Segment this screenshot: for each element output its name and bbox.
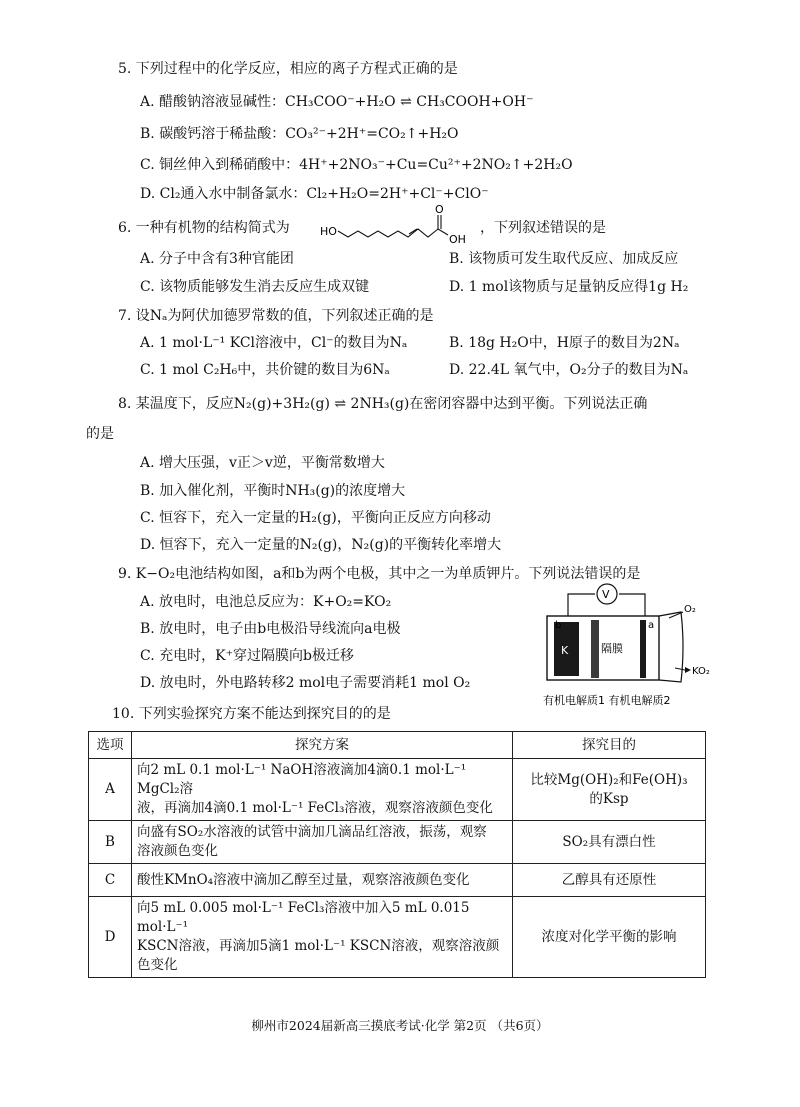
q5-option-d: D. Cl₂通入水中制备氯水：Cl₂+H₂O=2H⁺+Cl⁻+ClO⁻ — [140, 186, 489, 202]
q7-option-d: D. 22.4L 氧气中，O₂分子的数目为Nₐ — [449, 362, 689, 378]
experiment-table — [88, 731, 706, 978]
q6-option-a: A. 分子中含有3种官能团 — [140, 251, 294, 267]
q6-option-b: B. 该物质可发生取代反应、加成反应 — [449, 251, 679, 267]
table-row — [89, 821, 706, 864]
plan-line: 向盛有SO₂水溶液的试管中滴加几滴品红溶液，振荡，观察 — [137, 824, 487, 840]
voltmeter-label: V — [602, 588, 610, 601]
ko2-label: KO₂ — [692, 666, 710, 677]
membrane-label: 隔膜 — [601, 642, 623, 655]
wire-left — [568, 594, 595, 616]
q8-option-b: B. 加入催化剂，平衡时NH₃(g)的浓度增大 — [140, 483, 406, 499]
row-plan — [132, 759, 513, 821]
q8-option-d: D. 恒容下，充入一定量的N₂(g)，N₂(g)的平衡转化率增大 — [140, 537, 502, 553]
q9-option-d: D. 放电时，外电路转移2 mol电子需要消耗1 mol O₂ — [140, 675, 471, 691]
diagram-caption: 有机电解质1 有机电解质2 — [543, 694, 671, 707]
q6-option-d: D. 1 mol该物质与足量钠反应得1g H₂ — [449, 279, 689, 295]
table-row — [89, 864, 706, 897]
o2-label: O₂ — [684, 604, 696, 615]
header-option: 选项 — [89, 732, 132, 759]
q6-structure-formula — [318, 203, 478, 245]
gas-chamber — [659, 612, 683, 682]
q6-o-label: O — [435, 203, 444, 216]
ko2-arrow-icon — [685, 667, 691, 673]
page-footer: 柳州市2024届新高三摸底考试·化学 第2页 （共6页） — [251, 1018, 549, 1033]
header-plan: 探究方案 — [132, 732, 513, 759]
q7-option-b: B. 18g H₂O中，H原子的数目为2Nₐ — [449, 335, 680, 351]
k-label: K — [561, 644, 569, 657]
q7-stem: 7. 设Nₐ为阿伏加德罗常数的值，下列叙述正确的是 — [118, 308, 434, 324]
q8-option-c: C. 恒容下，充入一定量的H₂(g)，平衡向正反应方向移动 — [140, 510, 491, 526]
q10-stem: 10. 下列实验探究方案不能达到探究目的的是 — [112, 706, 391, 722]
plan-line: KSCN溶液，再滴加5滴1 mol·L⁻¹ KSCN溶液，观察溶液颜 — [137, 938, 500, 954]
ko2-line — [675, 668, 685, 670]
row-plan — [132, 864, 513, 897]
cathode-plate — [640, 620, 646, 678]
header-purpose: 探究目的 — [513, 732, 706, 759]
purpose-line: 浓度对化学平衡的影响 — [541, 928, 677, 945]
q9-option-a: A. 放电时，电池总反应为：K+O₂=KO₂ — [140, 594, 392, 610]
row-purpose — [513, 864, 706, 897]
q8-stem: 8. 某温度下，反应N₂(g)+3H₂(g) ⇌ 2NH₃(g)在密闭容器中达到平衡。下列说法正确 — [118, 396, 648, 412]
q6-oh-label: OH — [449, 233, 466, 245]
row-option: A — [89, 759, 132, 821]
q8-stem-continuation: 的是 — [86, 426, 114, 442]
row-plan — [132, 821, 513, 864]
plan-line: 液，再滴加4滴0.1 mol·L⁻¹ FeCl₃溶液，观察溶液颜色变化 — [137, 800, 493, 816]
q6-stem-after: ，下列叙述错误的是 — [480, 220, 606, 236]
q9-stem: 9. K−O₂电池结构如图，a和b为两个电极，其中之一为单质钾片。下列说法错误的是 — [118, 566, 641, 582]
k-o2-battery-diagram — [535, 582, 715, 712]
q9-option-b: B. 放电时，电子由b电极沿导线流向a电极 — [140, 621, 401, 637]
q5-stem: 5. 下列过程中的化学反应，相应的离子方程式正确的是 — [118, 61, 458, 77]
purpose-line: SO₂具有漂白性 — [562, 833, 656, 850]
b-electrode-label: b — [555, 620, 562, 631]
q5-option-c: C. 铜丝伸入到稀硝酸中：4H⁺+2NO₃⁻+Cu=Cu²⁺+2NO₂↑+2H₂O — [140, 157, 573, 173]
plan-line: 向2 mL 0.1 mol·L⁻¹ NaOH溶液滴加4滴0.1 mol·L⁻¹ MgCl₂溶 — [137, 762, 467, 797]
row-purpose — [513, 897, 706, 978]
table-header-row — [89, 732, 706, 759]
plan-line: 溶液颜色变化 — [137, 843, 218, 859]
a-electrode-label: a — [648, 620, 655, 631]
row-option: B — [89, 821, 132, 864]
row-plan — [132, 897, 513, 978]
purpose-line: 的Ksp — [589, 790, 629, 807]
q6-option-c: C. 该物质能够发生消去反应生成双键 — [140, 279, 370, 295]
q7-option-c: C. 1 mol C₂H₆中，共价键的数目为6Nₐ — [140, 362, 390, 378]
purpose-line: 乙醇具有还原性 — [561, 871, 657, 888]
plan-line: 色变化 — [137, 957, 178, 973]
membrane — [591, 620, 599, 678]
q6-stem-before: 6. 一种有机物的结构简式为 — [118, 220, 290, 236]
plan-line: 酸性KMnO₄溶液中滴加乙醇至过量，观察溶液颜色变化 — [137, 871, 470, 888]
q5-option-b: B. 碳酸钙溶于稀盐酸：CO₃²⁻+2H⁺=CO₂↑+H₂O — [140, 126, 459, 142]
q6-ho-label: HO — [320, 225, 337, 238]
row-option: D — [89, 897, 132, 978]
table-row — [89, 759, 706, 821]
row-purpose — [513, 821, 706, 864]
plan-line: 向5 mL 0.005 mol·L⁻¹ FeCl₃溶液中加入5 mL 0.015 mol·L⁻¹ — [137, 900, 470, 935]
q8-option-a: A. 增大压强，v正＞v逆，平衡常数增大 — [140, 455, 385, 471]
q5-option-a: A. 醋酸钠溶液显碱性：CH₃COO⁻+H₂O ⇌ CH₃COOH+OH⁻ — [140, 94, 534, 110]
table-row — [89, 897, 706, 978]
q9-option-c: C. 充电时，K⁺穿过隔膜向b极迁移 — [140, 648, 354, 664]
wire-right — [619, 594, 645, 616]
q7-option-a: A. 1 mol·L⁻¹ KCl溶液中，Cl⁻的数目为Nₐ — [140, 335, 408, 351]
row-purpose — [513, 759, 706, 821]
purpose-line: 比较Mg(OH)₂和Fe(OH)₃ — [530, 771, 688, 788]
row-option: C — [89, 864, 132, 897]
